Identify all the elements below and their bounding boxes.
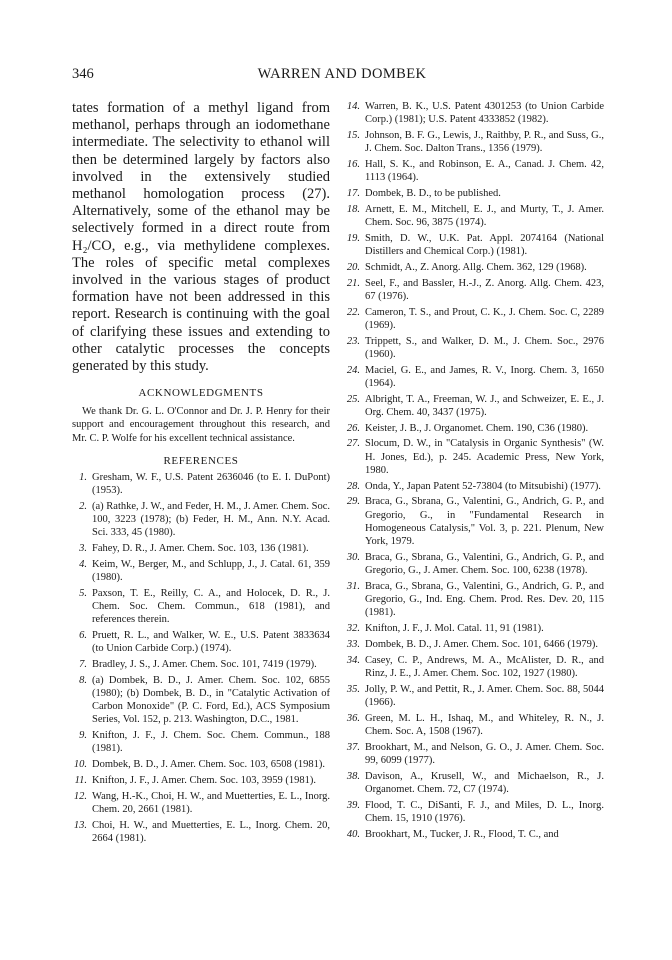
reference-text: Albright, T. A., Freeman, W. J., and Schweizer, E. E., J. Org. Chem. 40, 3437 (1975). — [365, 393, 604, 418]
reference-text: Maciel, G. E., and James, R. V., Inorg. Chem. 3, 1650 (1964). — [365, 364, 604, 389]
reference-text: Arnett, E. M., Mitchell, E. J., and Murty, T., J. Amer. Chem. Soc. 96, 3875 (1974). — [365, 203, 604, 228]
reference-number: 22. — [346, 306, 360, 318]
reference-text: Dombek, B. D., to be published. — [365, 188, 501, 199]
reference-item — [72, 819, 330, 845]
reference-number: 13. — [73, 819, 87, 831]
reference-number: 38. — [346, 770, 360, 782]
reference-text: Trippett, S., and Walker, D. M., J. Chem. Soc., 2976 (1960). — [365, 335, 604, 360]
reference-number: 24. — [346, 364, 360, 376]
reference-number: 32. — [346, 623, 360, 634]
reference-item — [345, 393, 604, 419]
reference-text: Flood, T. C., DiSanti, F. J., and Miles, D. L., Inorg. Chem. 15, 1910 (1976). — [365, 799, 604, 824]
reference-item — [72, 558, 330, 584]
reference-number: 30. — [346, 551, 360, 563]
reference-item — [345, 364, 604, 390]
reference-item — [72, 587, 330, 627]
reference-number: 27. — [346, 438, 360, 450]
reference-number: 28. — [346, 480, 360, 492]
reference-text: Dombek, B. D., J. Amer. Chem. Soc. 101, 6466 (1979). — [365, 638, 599, 650]
reference-text: Keister, J. B., J. Organomet. Chem. 190, C36 (1980). — [365, 422, 589, 434]
reference-number: 33. — [346, 638, 360, 650]
reference-text: Brookhart, M., and Nelson, G. O., J. Amer. Chem. Soc. 99, 6099 (1977). — [365, 741, 604, 766]
reference-number: 40. — [346, 828, 360, 840]
reference-item — [345, 683, 604, 709]
reference-text: Casey, C. P., Andrews, M. A., McAlister, D. R., and Rinz, J. E., J. Amer. Chem. Soc. 102, 1927 (1980). — [365, 654, 604, 679]
reference-item — [345, 100, 604, 126]
reference-text: Knifton, J. F., J. Chem. Soc. Chem. Commun., 188 (1981). — [92, 730, 330, 755]
reference-item — [72, 500, 330, 540]
reference-text: Fahey, D. R., J. Amer. Chem. Soc. 103, 136 (1981). — [92, 543, 309, 555]
reference-text: Braca, G., Sbrana, G., Valentini, G., Andrich, G. P., and Gregorio, G., Ind. Eng. Chem. Prod. Res. Dev. 20, 115 (1981). — [365, 580, 604, 619]
reference-number: 16. — [346, 159, 360, 170]
reference-item — [345, 232, 604, 258]
reference-item — [72, 471, 330, 497]
reference-number: 25. — [346, 393, 360, 405]
reference-number: 17. — [346, 188, 360, 199]
reference-number: 19. — [346, 232, 360, 244]
reference-text: Smith, D. W., U.K. Pat. Appl. 2074164 (National Distillers and Chemical Corp.) (1981). — [365, 232, 604, 257]
reference-item — [345, 799, 604, 825]
reference-number: 23. — [346, 335, 360, 347]
reference-text: Hall, S. K., and Robinson, E. A., Canad. J. Chem. 42, 1113 (1964). — [365, 159, 604, 184]
reference-number: 39. — [346, 799, 360, 811]
reference-number: 14. — [346, 101, 360, 112]
reference-number: 3. — [79, 543, 87, 555]
reference-text: (a) Dombek, B. D., J. Amer. Chem. Soc. 102, 6855 (1980); (b) Dombek, B. D., in "Catalytic Activation of Carbon Monoxide" (P. C. Ford, Ed.), ACS Symposium Series, Vol. 152, p. 213. Washington, D.C., 1981. — [92, 674, 330, 726]
reference-item — [345, 622, 604, 635]
reference-number: 5. — [79, 587, 87, 599]
reference-item — [345, 551, 604, 577]
reference-text: Braca, G., Sbrana, G., Valentini, G., Andrich, G. P., and Gregorio, G., in "Fundamental Research in Homogeneous Catalysis," Vol. 3, p. 221. Plenum, New York, 1979. — [365, 496, 604, 547]
page-header — [72, 66, 612, 86]
reference-number: 12. — [73, 790, 87, 802]
reference-item — [72, 629, 330, 655]
reference-item — [345, 828, 604, 841]
references-list-left — [72, 471, 330, 845]
reference-text: Bradley, J. S., J. Amer. Chem. Soc. 101, 7419 (1979). — [92, 659, 317, 671]
reference-number: 21. — [346, 277, 360, 289]
reference-item — [345, 261, 604, 274]
reference-item — [345, 422, 604, 435]
references-heading: REFERENCES — [163, 454, 239, 467]
reference-text: Pruett, R. L., and Walker, W. E., U.S. Patent 3833634 (to Union Carbide Corp.) (1974). — [92, 630, 330, 655]
reference-number: 35. — [346, 683, 360, 695]
reference-number: 20. — [346, 261, 360, 273]
reference-number: 26. — [346, 422, 360, 434]
reference-number: 29. — [346, 496, 360, 508]
reference-item — [345, 129, 604, 155]
reference-item — [345, 187, 604, 200]
reference-text: Gresham, W. F., U.S. Patent 2636046 (to E. I. DuPont) (1953). — [92, 471, 330, 497]
reference-number: 6. — [79, 630, 87, 642]
reference-text: Knifton, J. F., J. Mol. Catal. 11, 91 (1981). — [365, 623, 544, 634]
reference-text: Green, M. L. H., Ishaq, M., and Whiteley, R. N., J. Chem. Soc. A, 1508 (1967). — [365, 712, 604, 737]
reference-item — [345, 158, 604, 184]
left-column — [72, 100, 330, 848]
reference-number: 37. — [346, 741, 360, 753]
reference-text: Onda, Y., Japan Patent 52-73804 (to Mitsubishi) (1977). — [365, 480, 601, 492]
reference-text: Knifton, J. F., J. Amer. Chem. Soc. 103, 3959 (1981). — [92, 775, 317, 787]
reference-number: 15. — [346, 130, 360, 141]
acknowledgments-text: We thank Dr. G. L. O'Connor and Dr. J. P. Henry for their support and encouragement throughout this research, and Mr. C. P. Wolfe for his excellent technical assistance. — [72, 406, 330, 444]
reference-item — [72, 542, 330, 555]
reference-item — [345, 770, 604, 796]
references-list-right — [345, 100, 604, 841]
reference-item — [345, 638, 604, 651]
reference-item — [72, 729, 330, 755]
reference-item — [345, 712, 604, 738]
reference-number: 4. — [79, 558, 87, 570]
page-number: 346 — [72, 66, 94, 82]
reference-number: 36. — [346, 712, 360, 724]
reference-number: 8. — [79, 674, 87, 686]
reference-text: Warren, B. K., U.S. Patent 4301253 (to Union Carbide Corp.) (1981); U.S. Patent 4333852 (1982). — [365, 101, 604, 126]
reference-text: Jolly, P. W., and Pettit, R., J. Amer. Chem. Soc. 88, 5044 (1966). — [365, 683, 604, 708]
reference-text: Keim, W., Berger, M., and Schlupp, J., J. Catal. 61, 359 (1980). — [92, 558, 330, 584]
reference-text: Davison, A., Krusell, W., and Michaelson, R., J. Organomet. Chem. 72, C7 (1974). — [365, 770, 604, 795]
reference-text: Cameron, T. S., and Prout, C. K., J. Chem. Soc. C, 2289 (1969). — [365, 306, 604, 331]
reference-item — [345, 741, 604, 767]
reference-text: Paxson, T. E., Reilly, C. A., and Holocek, D. R., J. Chem. Soc. Chem. Commun., 618 (1981), and references therein. — [92, 587, 330, 626]
reference-number: 18. — [346, 203, 360, 215]
reference-item — [72, 790, 330, 816]
reference-item — [345, 335, 604, 361]
reference-text: Braca, G., Sbrana, G., Valentini, G., Andrich, G. P., and Gregorio, G., J. Amer. Chem. Soc. 100, 6238 (1978). — [365, 551, 604, 576]
reference-text: Johnson, B. F. G., Lewis, J., Raithby, P. R., and Suss, G., J. Chem. Soc. Dalton Trans., 1356 (1979). — [365, 130, 604, 155]
reference-text: (a) Rathke, J. W., and Feder, H. M., J. Amer. Chem. Soc. 100, 3223 (1978); (b) Feder, H. M., Ann. N.Y. Acad. Sci. 333, 45 (1980). — [92, 500, 330, 539]
running-title: WARREN AND DOMBEK — [257, 66, 427, 82]
reference-item — [72, 658, 330, 671]
reference-text: Dombek, B. D., J. Amer. Chem. Soc. 103, 6508 (1981). — [92, 759, 326, 771]
reference-number: 10. — [73, 759, 87, 771]
reference-item — [345, 495, 604, 548]
reference-number: 11. — [74, 775, 87, 787]
right-column — [345, 100, 604, 843]
reference-text: Wang, H.-K., Choi, H. W., and Muetterties, E. L., Inorg. Chem. 20, 2661 (1981). — [92, 790, 330, 816]
reference-item — [345, 306, 604, 332]
acknowledgments-heading: ACKNOWLEDGMENTS — [138, 387, 264, 400]
reference-number: 9. — [79, 730, 87, 742]
reference-item — [345, 654, 604, 680]
body-paragraph: tates formation of a methyl ligand from methanol, perhaps through an iodomethane intermediate. The selectivity to ethanol will then be determined largely by factors also involved in the extensively studied methanol homologation process (27). Alternatively, some of the ethanol may be selectively formed in a direct route from H₂/CO, e.g., via methylidene complexes. The roles of specific metal complexes involved in the various stages of product formation have not been addressed in this report. Research is continuing with the goal of clarifying these issues and extending to other catalytic processes the concepts generated by this study. — [72, 100, 330, 375]
reference-text: Seel, F., and Bassler, H.-J., Z. Anorg. Allg. Chem. 423, 67 (1976). — [365, 277, 604, 302]
reference-item — [345, 203, 604, 229]
reference-item — [345, 480, 604, 493]
reference-number: 1. — [79, 471, 87, 483]
reference-item — [345, 580, 604, 620]
reference-item — [72, 774, 330, 787]
reference-number: 7. — [79, 659, 87, 671]
reference-text: Choi, H. W., and Muetterties, E. L., Inorg. Chem. 20, 2664 (1981). — [92, 819, 330, 845]
reference-item — [72, 758, 330, 771]
reference-number: 34. — [346, 654, 360, 666]
reference-text: Brookhart, M., Tucker, J. R., Flood, T. C., and — [365, 828, 559, 840]
reference-number: 31. — [346, 580, 360, 592]
reference-item — [345, 277, 604, 303]
reference-item — [72, 674, 330, 727]
reference-item — [345, 437, 604, 477]
reference-text: Schmidt, A., Z. Anorg. Allg. Chem. 362, 129 (1968). — [365, 261, 587, 273]
reference-text: Slocum, D. W., in "Catalysis in Organic Synthesis" (W. H. Jones, Ed.), p. 245. Academic Press, New York, 1980. — [365, 438, 604, 476]
reference-number: 2. — [79, 500, 87, 512]
